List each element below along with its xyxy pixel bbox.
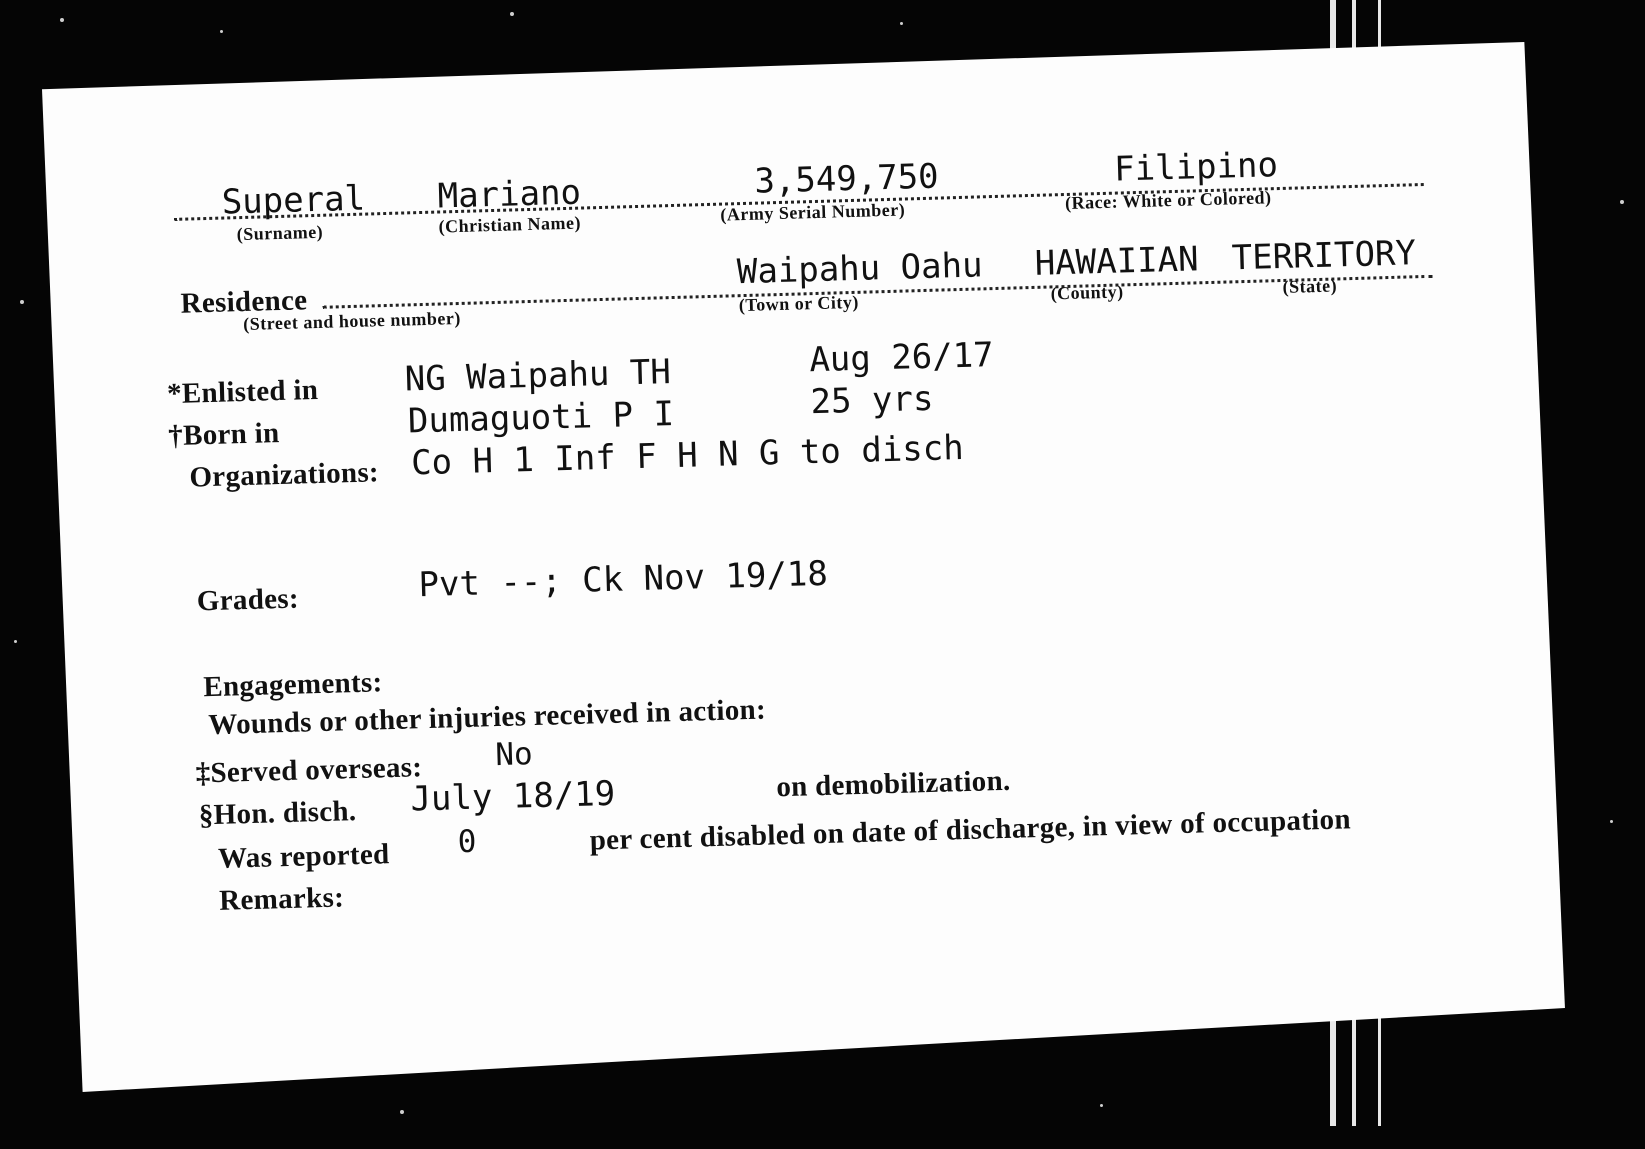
- christian-name-caption: (Christian Name): [438, 212, 582, 237]
- hon-disch-date-value: July 18/19: [409, 773, 616, 820]
- county-value: HAWAIIAN: [1034, 239, 1200, 284]
- engagements-label: Engagements:: [202, 666, 383, 704]
- race-caption: (Race: White or Colored): [1064, 187, 1272, 214]
- serial-number-value: 3,549,750: [753, 156, 940, 202]
- wounds-label: Wounds or other injuries received in action:: [207, 693, 767, 742]
- county-caption: (County): [1050, 281, 1124, 304]
- residence-label: Residence: [180, 284, 308, 320]
- christian-name-value: Mariano: [437, 172, 582, 217]
- grades-value: Pvt --; Ck Nov 19/18: [417, 553, 829, 606]
- remarks-label: Remarks:: [218, 881, 345, 917]
- street-caption: (Street and house number): [242, 307, 462, 335]
- enlisted-label: *Enlisted in: [166, 373, 319, 411]
- hon-disch-label: §Hon. disch.: [198, 795, 357, 832]
- demobilization-text: on demobilization.: [775, 764, 1011, 804]
- organizations-value: Co H 1 Inf F H N G to disch: [410, 427, 965, 484]
- disabled-text: per cent disabled on date of discharge, in view of occupation: [589, 803, 1352, 857]
- age-value: 25 yrs: [810, 378, 934, 423]
- town-value: Waipahu Oahu: [736, 245, 984, 293]
- surname-value: Superal: [221, 178, 366, 223]
- born-label: †Born in: [167, 417, 280, 453]
- race-value: Filipino: [1113, 145, 1279, 190]
- state-caption: (State): [1282, 275, 1338, 297]
- grades-label: Grades:: [196, 582, 300, 618]
- was-reported-label: Was reported: [217, 838, 390, 875]
- town-caption: (Town or City): [738, 291, 860, 316]
- organizations-label: Organizations:: [189, 456, 380, 494]
- state-value: TERRITORY: [1231, 233, 1417, 279]
- surname-caption: (Surname): [236, 221, 324, 245]
- percent-disabled-value: 0: [457, 823, 477, 861]
- enlisted-place-value: NG Waipahu TH: [404, 352, 672, 400]
- serial-number-caption: (Army Serial Number): [720, 199, 906, 225]
- born-place-value: Dumaguoti P I: [407, 394, 675, 442]
- served-overseas-label: ‡Served overseas:: [195, 751, 423, 790]
- enlisted-date-value: Aug 26/17: [808, 335, 995, 381]
- served-overseas-value: No: [494, 736, 534, 774]
